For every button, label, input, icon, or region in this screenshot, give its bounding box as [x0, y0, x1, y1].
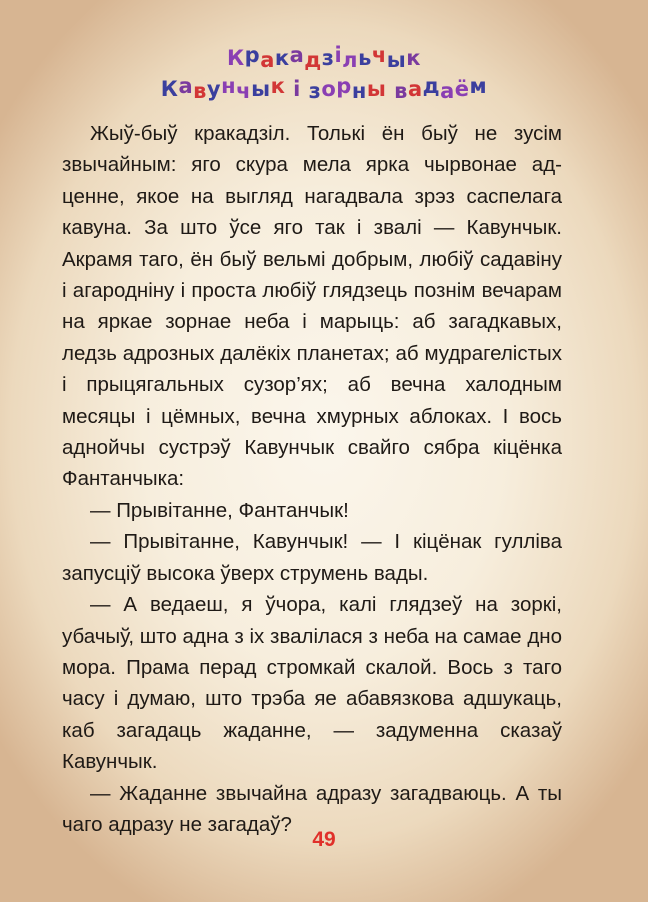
- title-letter: н: [351, 79, 367, 103]
- title-letter: р: [336, 74, 352, 98]
- paragraph: — Прывітанне, Фантанчык!: [90, 498, 349, 522]
- title-letter: К: [226, 46, 245, 70]
- title-letter: з: [308, 79, 322, 103]
- title-letter: д: [422, 74, 441, 98]
- title-letter: к: [270, 74, 286, 98]
- page-number: 49: [312, 828, 336, 851]
- story-text: [62, 118, 562, 840]
- title-letter: в: [394, 79, 408, 103]
- title-letter: к: [274, 46, 290, 70]
- title-letter: у: [206, 77, 222, 101]
- story-title-line-2: [0, 74, 648, 103]
- title-letter: з: [321, 46, 335, 70]
- title-letter: а: [178, 74, 194, 98]
- title-letter: м: [469, 74, 488, 98]
- title-letter: а: [407, 77, 423, 101]
- title-letter: ы: [386, 48, 407, 72]
- paragraph: — Прывітанне, Кавунчык! — І кіцёнак гулліва запусціў высока ўверх струмень вады.: [62, 530, 562, 585]
- title-letter: К: [160, 77, 179, 101]
- title-letter: ь: [358, 46, 372, 70]
- title-letter: ы: [366, 77, 387, 101]
- title-letter: а: [260, 48, 275, 72]
- paragraph: Жыў-быў кракадзіл. Толькі ён быў не зусім звычайным: яго скура мела ярка чырвонае адценне, якое на выгляд нагадвала зрэз саспелага кавуна. За што ўсе яго так і звалі — Кавунчык. Акрамя таго, ён быў вельмі добрым, любіў садавіну і агародніну і проста любіў глядзець познім вечарам на яркае зорнае неба і марыць: аб загадкавых, ледзь адрозных далёкіх планетах; аб мудрагелістых і прыцягальных сузор’ях; аб вечна халодным месяцы і цёмных, вечна хмурных аблоках. І вось аднойчы сустрэў Кавунчык свайго сябра кіцёнка Фантанчыка:: [62, 122, 562, 491]
- title-letter: і: [334, 43, 343, 67]
- title-letter: ч: [371, 43, 387, 67]
- title-letter: л: [342, 48, 359, 72]
- title-letter: о: [321, 77, 337, 101]
- title-letter: д: [304, 48, 322, 72]
- title-letter: а: [289, 43, 305, 67]
- title-letter: ч: [236, 79, 252, 103]
- title-letter: [301, 77, 309, 101]
- title-letter: ы: [251, 77, 271, 101]
- title-letter: [386, 77, 394, 101]
- title-letter: р: [244, 43, 261, 67]
- title-letter: [285, 77, 293, 101]
- title-letter: ё: [454, 77, 470, 101]
- title-letter: к: [406, 46, 422, 70]
- title-letter: а: [440, 79, 455, 103]
- story-title-line-1: [0, 43, 648, 72]
- title-letter: і: [293, 77, 301, 101]
- title-letter: в: [193, 79, 207, 103]
- paragraph: — А ведаеш, я ўчора, калі глядзеў на зоркі, убачыў, што адна з іх звалілася з неба на самае дно мора. Прама перад стромкай скалой. Вось з таго часу і думаю, што трэба яе абавязкова адшукаць, каб загадаць жаданне, — задуменна сказаў Кавунчык.: [62, 593, 562, 774]
- paragraph: — Жаданне звычайна адразу загадваюць. А ты чаго адразу не загадаў?: [62, 781, 562, 836]
- title-letter: н: [221, 74, 237, 98]
